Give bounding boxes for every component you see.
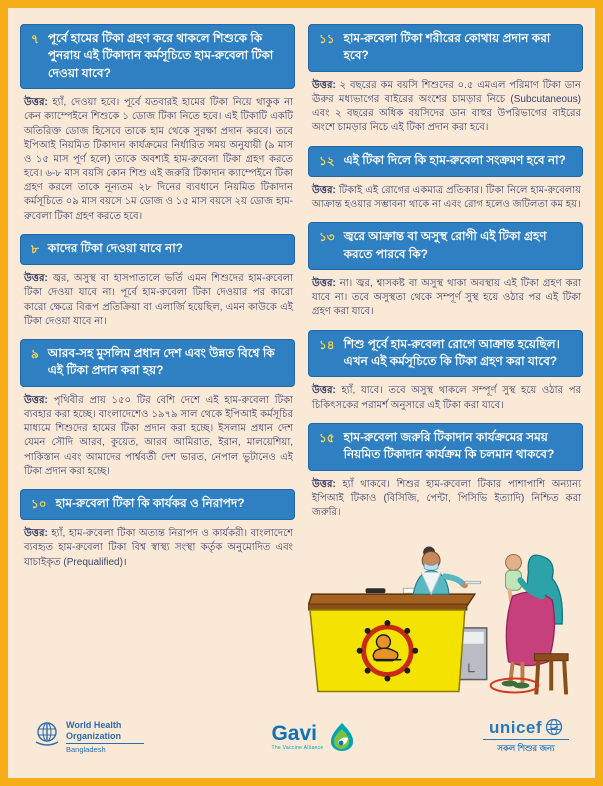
phone-on-table	[366, 588, 386, 593]
vaccination-scene-illustration	[308, 536, 583, 698]
gavi-name: Gavi	[271, 722, 317, 745]
question-number: ১৩	[319, 230, 335, 245]
answer-prefix: উত্তর:	[312, 79, 336, 91]
question-header-11	[308, 24, 583, 72]
question-number: ১৪	[319, 337, 335, 352]
gavi-droplet-icon	[328, 722, 356, 752]
question-number: ৮	[31, 241, 39, 256]
answer-text	[24, 527, 293, 570]
question-header-12	[308, 146, 583, 177]
gavi-logo	[271, 722, 355, 752]
who-emblem-icon	[34, 720, 60, 746]
question-header-14	[308, 330, 583, 378]
question-number: ১১	[319, 32, 335, 46]
syringe-icon	[465, 581, 481, 583]
baby-head	[506, 555, 522, 571]
qa-card-13	[308, 222, 583, 319]
vaccinator-figure	[413, 547, 481, 595]
question-number: ১৫	[319, 430, 335, 445]
question-number: ৭	[31, 32, 39, 46]
answer-body: না। জ্বর, শ্বাসকষ্ট বা অসুস্থ থাকা অবস্থায় এই টিকা গ্রহণ করা যাবে না। তবে অসুস্থতা থেকে সম্পূর্ণ সুস্থ হয়ে ওঠার পর এই টিকা গ্রহণ করা যাবে।	[312, 278, 582, 318]
answer-body: হ্যাঁ, যাবে। তবে অসুস্থ থাকলে সম্পূর্ণ সুস্থ হয়ে ওঠার পর চিকিৎসকের পরামর্শ অনুসারে এই টিকা করা যাবে।	[312, 385, 582, 411]
answer-text	[24, 272, 293, 329]
question-header-15	[308, 423, 583, 471]
question-header-13	[308, 222, 583, 270]
answer-text	[312, 478, 581, 521]
qa-columns	[20, 24, 583, 703]
unicef-tagline: সকল শিশুর জন্য	[497, 743, 555, 753]
answer-prefix: উত্তর:	[312, 385, 336, 397]
question-text: হাম-রুবেলা টিকা শরীরের কোথায় প্রদান করা হবে?	[343, 31, 551, 63]
mother-and-baby-figure	[491, 555, 568, 695]
answer-prefix: উত্তর:	[24, 528, 48, 540]
who-country-label: Bangladesh	[66, 744, 106, 754]
who-logo	[34, 720, 144, 754]
qa-card-9	[20, 339, 295, 479]
who-logo-text	[66, 720, 144, 754]
unicef-name: unicef	[488, 717, 543, 737]
qa-card-7	[20, 24, 295, 224]
answer-body: জ্বর, অসুস্থ বা হাসপাতালে ভর্তি এমন শিশুদের হাম-রুবেলা টিকা দেওয়া যাবে না। পূর্বে হাম-রুবেলা টিকা দেওয়ার পর কারো কারো ক্ষেত্রে বিরূপ প্রতিক্রিয়া বা এলার্জি হয়েছিল, এমন কাউকে এই টিকা দেওয়া যাবে না।	[24, 273, 293, 327]
gavi-logo-text	[271, 723, 323, 751]
epi-campaign-logo-icon	[357, 620, 419, 682]
answer-text	[312, 277, 581, 320]
question-text: শিশু পূর্বে হাম-রুবেলা রোগে আক্রান্ত হয়েছিল। এখন এই কর্মসূচিতে কি টিকা গ্রহণ করা যাবে?	[343, 336, 560, 369]
question-text: এই টিকা দিলে কি হাম-রুবেলা সংক্রমণ হবে না?	[343, 152, 566, 167]
question-header-9	[20, 339, 295, 387]
answer-prefix: উত্তর:	[24, 273, 48, 285]
answer-body: হ্যাঁ থাকবে। শিশুর হাম-রুবেলা টিকার পাশাপাশি অন্যান্য ইপিআই টিকাও (বিসিজি, পেন্টা, পিসিভি ইত্যাদি) নিশ্চিত করা জরুরি।	[312, 478, 581, 518]
question-text: পূর্বে হামের টিকা গ্রহণ করে থাকলে শিশুকে কি পুনরায় এই টিকাদান কর্মসূচিতে হাম-রুবেলা টিকা দেওয়া যাবে?	[47, 31, 274, 80]
answer-text	[312, 79, 581, 136]
gavi-tagline: The Vaccine Alliance	[271, 745, 324, 751]
unicef-logo-row	[489, 718, 563, 736]
stool	[534, 654, 568, 695]
answer-prefix: উত্তর:	[312, 278, 336, 290]
question-header-10	[20, 489, 295, 520]
qa-card-12	[308, 146, 583, 213]
qa-card-10	[20, 489, 295, 570]
qa-column-left	[20, 24, 295, 703]
question-header-8	[20, 234, 295, 265]
unicef-logo	[483, 718, 569, 756]
qa-card-11	[308, 24, 583, 136]
question-text: আরব-সহ মুসলিম প্রধান দেশ এবং উন্নত বিশ্বে কি এই টিকা প্রদান করা হয়?	[47, 346, 275, 378]
question-text: হাম-রুবেলা জরুরি টিকাদান কার্যক্রমের সময় নিয়মিত টিকাদান কার্যক্রম কি চলমান থাকবে?	[343, 429, 555, 462]
answer-body: হ্যাঁ, হাম-রুবেলা টিকা অত্যন্ত নিরাপদ ও কার্যকরী। বাংলাদেশে ব্যবহৃত হাম-রুবেলা টিকা বিশ্ব স্বাস্থ্য সংস্থা কর্তৃক অনুমোদিত এবং যাচাইকৃত (Prequalified)।	[24, 528, 294, 568]
answer-prefix: উত্তর:	[312, 184, 336, 196]
qa-card-8	[20, 234, 295, 329]
answer-text	[24, 394, 293, 479]
answer-text	[24, 96, 293, 224]
qa-column-right	[308, 24, 583, 703]
qa-card-15	[308, 423, 583, 520]
who-name-line1: World Health	[66, 720, 122, 731]
answer-body: পৃথিবীর প্রায় ১৫০ টির বেশি দেশে এই হাম-রুবেলা টিকা ব্যবহার করা হচ্ছে। বাংলাদেশেও ১৯৭৯ সাল থেকে ইপিআই কর্মসূচির মাধ্যমে শিশুদের হামের টিকা প্রদান করা হচ্ছে। ইসলাম প্রধান দেশ যেমন সৌদি আরব, কুয়েত, আরব আমিরাত, ইরান, মালয়েশিয়া, পাকিস্তান এবং আমাদের পার্শ্ববর্তী দেশ ভারত, নেপাল ভুটানেও এই টিকা প্রদান করা হচ্ছে।	[24, 394, 293, 477]
answer-prefix: উত্তর:	[24, 394, 48, 406]
who-divider	[66, 743, 144, 744]
vaccination-table	[308, 588, 475, 610]
question-number: ১২	[319, 153, 335, 168]
answer-body: হ্যাঁ, দেওয়া হবে। পূর্বে যতবারই হামের টিকা নিয়ে থাকুক না কেন ক্যাম্পেইনে শিশুকে ১ ডোজ টিকা নিতে হবে। এই টিকাটি একটি অতিরিক্ত ডোজ হিসেবে তাকে হাম থেকে সুরক্ষা প্রদান করবে। তবে ইপিআই নিয়মিত টিকাদান কার্যক্রমের নির্ধারিত সময় অনুযায়ী (৯ মাস ও ১৫ মাস পূর্ণ হলে) তাকে অবশ্যই হাম-রুবেলা টিকা গ্রহণ করতে হবে। ৬-৮ মাস বয়সি কোন শিশু এই জরুরি টিকাদান ক্যাম্পেইনে টিকা গ্রহণ করলে তাকে নূন্যতম ২৮ দিনের ব্যবধানে নিয়মিত টিকাদান কর্মসূচিতে ০৯ মাস বয়সে ১ম ডোজ ও ১৫ মাস বয়সে ২য় ডোজ হাম-রুবেলা টিকা গ্রহণ করতে হবে।	[24, 97, 294, 222]
question-text: কাদের টিকা দেওয়া যাবে না?	[47, 240, 184, 255]
answer-text	[312, 384, 581, 412]
answer-body: ২ বছরের কম বয়সি শিশুদের ০.৫ এমএল পরিমাণ টিকা ডান ঊরুর মধ্যভাগের বাইরের অংশের চামড়ার নিচে (Subcutaneous) এবং ২ বছরের অধিক বয়সিদের ডান বাহুর উপরিভাগের বাইরের অংশে চামড়ার নিচে এই টিকা প্রদান করা হবে।	[312, 79, 581, 134]
question-number: ১০	[31, 496, 47, 511]
answer-body: টিকাই এই রোগের একমাত্র প্রতিকার। টিকা নিলে হাম-রুবেলায় আক্রান্ত হওয়ার সম্ভাবনা থাকে না এবং রোগ হলেও জটিলতা কম হয়।	[312, 184, 581, 211]
qa-card-14	[308, 330, 583, 413]
question-text: জ্বরে আক্রান্ত বা অসুস্থ রোগী এই টিকা গ্রহণ করতে পারবে কি?	[343, 229, 547, 261]
leaflet-content-area	[8, 8, 595, 778]
answer-prefix: উত্তর:	[24, 97, 48, 109]
campaign-banner	[310, 610, 465, 691]
unicef-divider	[483, 739, 569, 740]
who-name-line2: Organization	[66, 730, 122, 741]
answer-prefix: উত্তর:	[312, 478, 336, 490]
question-header-7	[20, 24, 295, 89]
question-text: হাম-রুবেলা টিকা কি কার্যকর ও নিরাপদ?	[55, 495, 245, 510]
answer-text	[312, 184, 581, 212]
unicef-globe-icon	[545, 718, 563, 736]
partner-logos-footer	[8, 708, 595, 766]
question-number: ৯	[31, 347, 39, 361]
